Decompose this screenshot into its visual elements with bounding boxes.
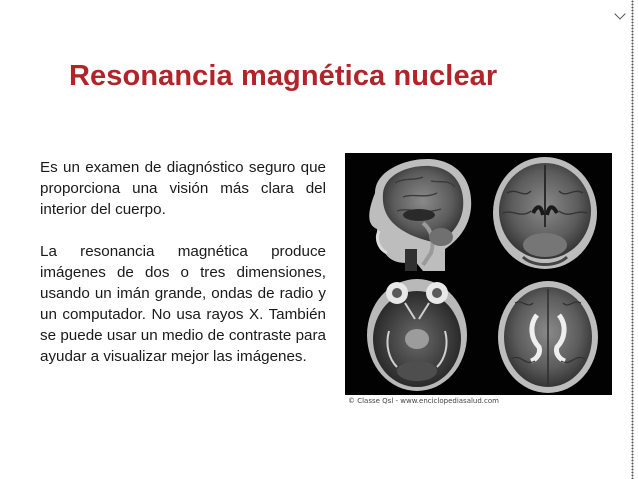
paragraph-gap [40, 220, 326, 241]
axial-ventricles-scan [498, 281, 598, 393]
coronal-scan [493, 157, 597, 269]
paragraph-intro: Es un examen de diagnóstico seguro que proporciona una visión más clara del interior del cuerpo. [40, 159, 326, 218]
axial-orbits-scan [367, 279, 467, 391]
image-credit: © Classe Qsl - www.enciclopediasalud.com [348, 397, 499, 405]
dotted-edge-decoration [631, 0, 634, 479]
mri-brain-scans-image [345, 153, 612, 395]
paragraph-details: La resonancia magnética produce imágenes de dos o tres dimensiones, usando un imán grande, ondas de radio y un computador. No usa rayos X. También se puede usar un medio de contraste para ayudar a visualizar mejor las imágenes. [40, 243, 326, 365]
chevron-corner-icon [614, 8, 625, 19]
slide-title: Resonancia magnética nuclear [69, 60, 498, 92]
body-text [40, 157, 326, 367]
